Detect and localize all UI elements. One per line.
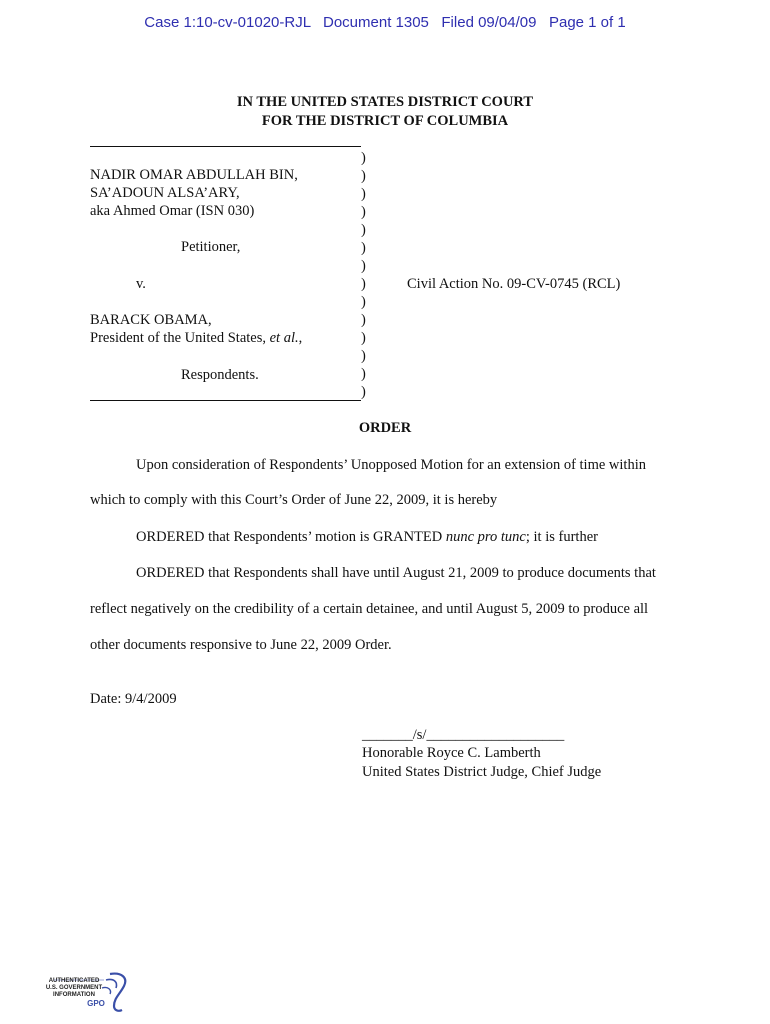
court-heading-line-2: FOR THE DISTRICT OF COLUMBIA: [261, 113, 509, 129]
respondent-title-suffix: ,: [298, 330, 303, 346]
gpo-seal-line-3: INFORMATION: [53, 992, 95, 998]
caption-paren: ): [361, 258, 366, 274]
gpo-seal-mark: GPO: [87, 999, 105, 1008]
order-paragraph-1-line-2: which to comply with this Court’s Order of June 22, 2009, it is hereby: [90, 492, 498, 508]
caption-paren: ): [361, 294, 366, 310]
judge-name: Honorable Royce C. Lamberth: [362, 745, 541, 761]
order-paragraph-3-line-3: other documents responsive to June 22, 2009 Order.: [90, 637, 392, 653]
date-line: Date: 9/4/2009: [90, 691, 177, 707]
order-paragraph-2-suffix: ; it is further: [525, 529, 598, 545]
caption-paren: ): [361, 168, 366, 184]
caption-paren-column: [361, 149, 366, 401]
petitioner-aka: aka Ahmed Omar (ISN 030): [90, 203, 255, 219]
caption-paren: ): [361, 348, 366, 364]
court-heading-line-1: IN THE UNITED STATES DISTRICT COURT: [236, 94, 534, 110]
caption-paren: ): [361, 204, 366, 220]
order-paragraph-1-line-1: Upon consideration of Respondents’ Unopposed Motion for an extension of time within: [136, 457, 646, 473]
caption-top-rule: [90, 146, 361, 147]
caption-paren: ): [361, 366, 366, 382]
caption-bottom-rule: [90, 400, 361, 401]
caption-paren: ): [361, 384, 366, 400]
petitioner-name-line-1: NADIR OMAR ABDULLAH BIN,: [90, 167, 298, 183]
respondent-role: Respondents.: [181, 367, 259, 383]
order-title: ORDER: [358, 420, 412, 436]
order-paragraph-3-line-2: reflect negatively on the credibility of a certain detainee, and until August 5, 2009 to produce all: [90, 601, 649, 617]
order-paragraph-2-prefix: ORDERED that Respondents’ motion is GRANTED: [136, 529, 446, 545]
caption-paren: ): [361, 240, 366, 256]
gpo-authentication-seal: [44, 968, 134, 1014]
respondent-name: BARACK OBAMA,: [90, 312, 212, 328]
versus-label: v.: [136, 276, 146, 292]
caption-paren: ): [361, 276, 366, 292]
nunc-pro-tunc-italic: nunc pro tunc: [445, 529, 526, 545]
signature-line: _______/s/___________________: [362, 727, 565, 743]
judge-title: United States District Judge, Chief Judge: [362, 764, 602, 780]
civil-action-number: Civil Action No. 09-CV-0745 (RCL): [407, 276, 621, 292]
et-al-italic: et al.: [269, 330, 299, 346]
gpo-seal-line-2: U.S. GOVERNMENT: [45, 985, 103, 991]
caption-paren: ): [361, 222, 366, 238]
caption-paren: ): [361, 330, 366, 346]
respondent-title: [90, 330, 302, 347]
case-header-stamp: Case 1:10-cv-01020-RJL Document 1305 Filed 09/04/09 Page 1 of 1: [144, 14, 626, 31]
order-paragraph-3-line-1: ORDERED that Respondents shall have until August 21, 2009 to produce documents that: [136, 565, 656, 581]
petitioner-name-line-2: SA’ADOUN ALSA’ARY,: [90, 185, 240, 201]
respondent-title-prefix: President of the United States,: [90, 330, 270, 346]
gpo-seal-line-1: AUTHENTICATED: [48, 978, 100, 984]
gpo-eagle-icon: [44, 968, 134, 1014]
caption-paren: ): [361, 150, 366, 166]
petitioner-role: Petitioner,: [181, 239, 241, 255]
caption-paren: ): [361, 186, 366, 202]
caption-paren: ): [361, 312, 366, 328]
order-paragraph-2: [136, 529, 598, 546]
